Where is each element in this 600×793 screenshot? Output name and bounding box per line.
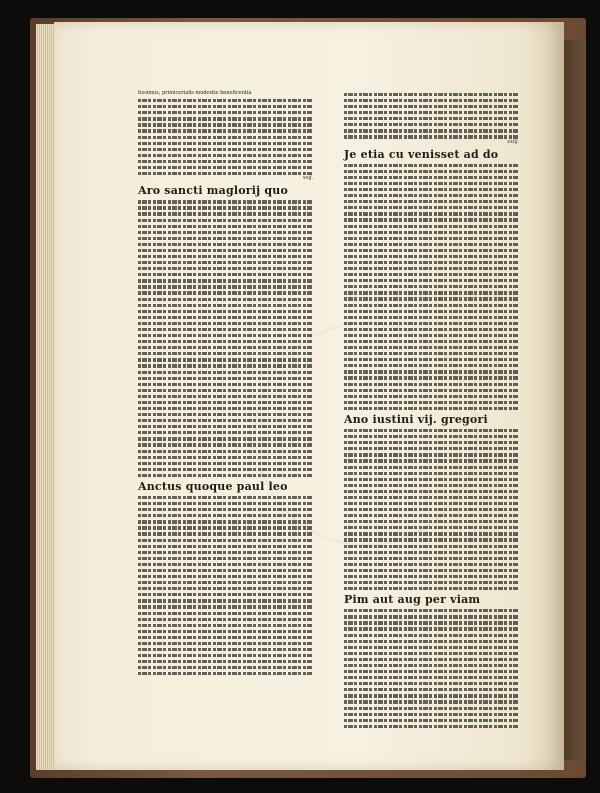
- section-heading: Pim aut aug per viam: [344, 593, 481, 607]
- column-opening: tissimus, primicerialis modestie beneficentia: [138, 90, 252, 96]
- text-block: [344, 93, 519, 139]
- section-heading: Anctus quoque paul leo: [138, 480, 288, 494]
- left-column: [138, 90, 313, 675]
- section-heading: Aro sancti maglorij quo: [138, 184, 288, 198]
- text-block: [344, 164, 519, 410]
- chapter-ref: xxij.: [302, 175, 313, 182]
- section-heading: Je etia cu venisset ad do: [344, 147, 499, 161]
- page-edges: [36, 24, 56, 770]
- text-block: [138, 200, 313, 477]
- text-block: [344, 429, 519, 590]
- facing-page-edge: [562, 40, 586, 760]
- text-block: [344, 609, 519, 728]
- section-heading: Ano iustini vij. gregori: [344, 413, 488, 427]
- text-block: [138, 496, 313, 675]
- chapter-ref: xxiij.: [507, 138, 519, 145]
- text-block: [138, 99, 313, 175]
- right-column: [344, 90, 519, 728]
